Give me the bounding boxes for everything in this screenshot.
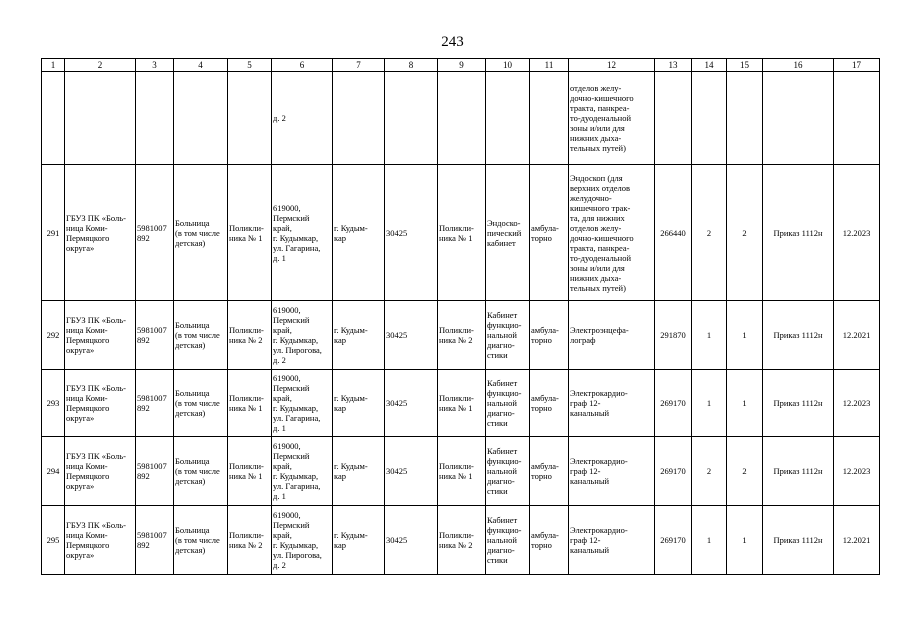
col-header: 15 bbox=[727, 59, 763, 72]
table-row bbox=[42, 301, 880, 370]
table-cell bbox=[530, 72, 569, 165]
unit-name: Поликли- ника № 1 bbox=[229, 222, 264, 243]
table-cell bbox=[834, 506, 880, 575]
table-cell bbox=[385, 72, 438, 165]
nkmi-code: 269170 bbox=[660, 535, 686, 545]
city: г. Кудым- кар bbox=[334, 222, 368, 243]
equipment-name: Эндоскоп (для верхних отделов желудочно- кишечного трак- та, для нижних отделов желу- дочно-кишечного тракта, панкреа- то-дуоденальной зоны и/или для нижних дыха- тельных путей) bbox=[570, 172, 634, 293]
organization-name: ГБУЗ ПК «Боль- ница Коми- Пермяцкого округа» bbox=[66, 520, 126, 560]
table-cell bbox=[228, 437, 272, 506]
table-cell bbox=[65, 506, 136, 575]
table-cell bbox=[530, 437, 569, 506]
row-number: 293 bbox=[46, 398, 60, 408]
care-mode: амбула- торно bbox=[531, 393, 559, 413]
department: Поликли- ника № 1 bbox=[439, 222, 474, 243]
care-mode: амбула- торно bbox=[531, 461, 559, 481]
nkmi-code: 291870 bbox=[660, 330, 686, 340]
table-cell bbox=[655, 72, 692, 165]
table-cell bbox=[272, 72, 333, 165]
table-cell bbox=[333, 370, 385, 437]
table-cell bbox=[834, 437, 880, 506]
nkmi-code: 269170 bbox=[660, 466, 686, 476]
due-date: 12.2021 bbox=[842, 330, 871, 340]
row-number: 292 bbox=[46, 330, 60, 340]
unit-name: Поликли- ника № 1 bbox=[229, 461, 264, 481]
table-cell bbox=[834, 301, 880, 370]
table-cell bbox=[65, 301, 136, 370]
table-cell bbox=[486, 370, 530, 437]
table-cell bbox=[763, 370, 834, 437]
table-cell bbox=[438, 301, 486, 370]
due-date: 12.2021 bbox=[842, 535, 871, 545]
order-reference: Приказ 1112н bbox=[773, 535, 823, 545]
table-cell bbox=[727, 437, 763, 506]
table-cell bbox=[655, 506, 692, 575]
header-row bbox=[42, 59, 880, 72]
continuation-row bbox=[42, 72, 880, 165]
organization-name: ГБУЗ ПК «Боль- ница Коми- Пермяцкого округа» bbox=[66, 315, 126, 355]
table-cell bbox=[385, 437, 438, 506]
table-row bbox=[42, 437, 880, 506]
col-header: 11 bbox=[530, 59, 569, 72]
organization-name: ГБУЗ ПК «Боль- ница Коми- Пермяцкого округа» bbox=[66, 383, 126, 423]
col-header: 13 bbox=[655, 59, 692, 72]
city: г. Кудым- кар bbox=[334, 325, 368, 345]
room-type: Кабинет функцио- нальной диагно- стики bbox=[487, 515, 522, 565]
table-cell bbox=[486, 301, 530, 370]
inn: 5981007 892 bbox=[137, 530, 167, 550]
table-cell bbox=[486, 437, 530, 506]
table-cell bbox=[727, 72, 763, 165]
table-cell bbox=[174, 437, 228, 506]
col-header: 12 bbox=[569, 59, 655, 72]
table-cell bbox=[438, 72, 486, 165]
inn: 5981007 892 bbox=[137, 461, 167, 481]
department: Поликли- ника № 1 bbox=[439, 393, 474, 413]
table-cell bbox=[727, 370, 763, 437]
table-cell bbox=[569, 506, 655, 575]
address: 619000, Пермский край, г. Кудымкар, ул. Гагарина, д. 1 bbox=[273, 373, 321, 433]
equipment-continuation: отделов желу- дочно-кишечного тракта, панкреа- то-дуоденальной зоны и/или для нижних дыха- тельных путей) bbox=[570, 83, 634, 153]
oktmo-code: 30425 bbox=[386, 535, 408, 545]
table-row bbox=[42, 165, 880, 301]
table-cell bbox=[228, 506, 272, 575]
col-header: 7 bbox=[333, 59, 385, 72]
table-cell bbox=[174, 72, 228, 165]
col-header: 8 bbox=[385, 59, 438, 72]
equipment-name: Электрокардио- граф 12- канальный bbox=[570, 525, 628, 555]
table-cell bbox=[655, 437, 692, 506]
order-reference: Приказ 1112н bbox=[773, 330, 823, 340]
quantity-required: 2 bbox=[706, 227, 712, 238]
table-cell bbox=[385, 370, 438, 437]
table-cell bbox=[42, 370, 65, 437]
table-cell bbox=[692, 506, 727, 575]
col-header: 10 bbox=[486, 59, 530, 72]
address: 619000, Пермский край, г. Кудымкар, ул. Пирогова, д. 2 bbox=[273, 510, 322, 570]
table-cell bbox=[655, 301, 692, 370]
city: г. Кудым- кар bbox=[334, 393, 368, 413]
facility-type: Больница (в том числе детская) bbox=[175, 320, 220, 350]
nkmi-code: 266440 bbox=[660, 227, 686, 238]
table-cell bbox=[272, 437, 333, 506]
row-number: 291 bbox=[46, 227, 60, 238]
inn: 5981007 892 bbox=[137, 325, 167, 345]
col-header: 6 bbox=[272, 59, 333, 72]
address: 619000, Пермский край, г. Кудымкар, ул. Пирогова, д. 2 bbox=[273, 305, 322, 365]
table-cell bbox=[438, 165, 486, 301]
table-cell bbox=[692, 72, 727, 165]
order-reference: Приказ 1112н bbox=[773, 466, 823, 476]
table-cell bbox=[763, 72, 834, 165]
table-cell bbox=[530, 370, 569, 437]
city: г. Кудым- кар bbox=[334, 530, 368, 550]
table-cell bbox=[136, 165, 174, 301]
table-cell bbox=[763, 506, 834, 575]
organization-name: ГБУЗ ПК «Боль- ница Коми- Пермяцкого округа» bbox=[66, 451, 126, 491]
department: Поликли- ника № 2 bbox=[439, 325, 474, 345]
table-cell bbox=[486, 506, 530, 575]
due-date: 12.2023 bbox=[842, 227, 871, 238]
table-cell bbox=[272, 506, 333, 575]
table-cell bbox=[727, 506, 763, 575]
inn: 5981007 892 bbox=[137, 393, 167, 413]
unit-name: Поликли- ника № 2 bbox=[229, 530, 264, 550]
table-cell bbox=[438, 506, 486, 575]
department: Поликли- ника № 1 bbox=[439, 461, 474, 481]
quantity-planned: 1 bbox=[742, 398, 747, 408]
oktmo-code: 30425 bbox=[386, 330, 408, 340]
table-cell bbox=[136, 437, 174, 506]
col-header: 2 bbox=[65, 59, 136, 72]
table-cell bbox=[42, 301, 65, 370]
due-date: 12.2023 bbox=[842, 466, 871, 476]
col-header: 5 bbox=[228, 59, 272, 72]
table-cell bbox=[385, 301, 438, 370]
table-cell bbox=[272, 165, 333, 301]
care-mode: амбула- торно bbox=[531, 325, 559, 345]
facility-type: Больница (в том числе детская) bbox=[175, 217, 220, 248]
equipment-name: Электрокардио- граф 12- канальный bbox=[570, 456, 628, 486]
table-cell bbox=[333, 506, 385, 575]
quantity-planned: 1 bbox=[742, 330, 747, 340]
table-cell bbox=[333, 165, 385, 301]
nkmi-code: 269170 bbox=[660, 398, 686, 408]
table-cell bbox=[385, 506, 438, 575]
table-cell bbox=[174, 506, 228, 575]
table-cell bbox=[834, 72, 880, 165]
table-cell bbox=[333, 72, 385, 165]
table-cell bbox=[569, 370, 655, 437]
city: г. Кудым- кар bbox=[334, 461, 368, 481]
table-cell bbox=[834, 370, 880, 437]
quantity-required: 1 bbox=[706, 535, 712, 545]
room-type: Кабинет функцио- нальной диагно- стики bbox=[487, 378, 522, 428]
row-number: 295 bbox=[46, 535, 60, 545]
equipment-name: Электрокардио- граф 12- канальный bbox=[570, 388, 628, 418]
table-cell bbox=[569, 437, 655, 506]
table-cell bbox=[174, 301, 228, 370]
table-cell bbox=[136, 370, 174, 437]
table-cell bbox=[530, 301, 569, 370]
table-cell bbox=[174, 370, 228, 437]
table-cell bbox=[136, 506, 174, 575]
quantity-required: 2 bbox=[706, 466, 712, 476]
table-row bbox=[42, 370, 880, 437]
table-cell bbox=[228, 165, 272, 301]
table-cell bbox=[65, 72, 136, 165]
table-cell bbox=[228, 72, 272, 165]
table-row bbox=[42, 506, 880, 575]
care-mode: амбула- торно bbox=[531, 530, 559, 550]
department: Поликли- ника № 2 bbox=[439, 530, 474, 550]
table-cell bbox=[763, 165, 834, 301]
address: 619000, Пермский край, г. Кудымкар, ул. Гагарина, д. 1 bbox=[273, 202, 321, 263]
row-number: 294 bbox=[46, 466, 60, 476]
table-cell bbox=[692, 437, 727, 506]
table-cell bbox=[569, 72, 655, 165]
page-number: 243 bbox=[441, 34, 464, 50]
table-cell bbox=[228, 301, 272, 370]
quantity-required: 1 bbox=[706, 330, 712, 340]
col-header: 1 bbox=[42, 59, 65, 72]
table-cell bbox=[486, 165, 530, 301]
table-cell bbox=[569, 301, 655, 370]
facility-type: Больница (в том числе детская) bbox=[175, 525, 220, 555]
col-header: 17 bbox=[834, 59, 880, 72]
table-cell bbox=[763, 301, 834, 370]
table-cell bbox=[655, 165, 692, 301]
table-cell bbox=[438, 437, 486, 506]
organization-name: ГБУЗ ПК «Боль- ница Коми- Пермяцкого округа» bbox=[66, 212, 126, 253]
table-cell bbox=[272, 370, 333, 437]
quantity-planned: 2 bbox=[742, 227, 747, 238]
order-reference: Приказ 1112н bbox=[773, 398, 823, 408]
table-cell bbox=[333, 437, 385, 506]
table-cell bbox=[174, 165, 228, 301]
quantity-planned: 1 bbox=[742, 535, 747, 545]
col-header: 14 bbox=[692, 59, 727, 72]
table-cell bbox=[228, 370, 272, 437]
table-cell bbox=[42, 165, 65, 301]
table-cell bbox=[272, 301, 333, 370]
table-cell bbox=[65, 165, 136, 301]
oktmo-code: 30425 bbox=[386, 398, 408, 408]
table-cell bbox=[333, 301, 385, 370]
room-type: Эндоско- пический кабинет bbox=[487, 217, 522, 248]
table-cell bbox=[136, 72, 174, 165]
table-cell bbox=[42, 72, 65, 165]
unit-name: Поликли- ника № 1 bbox=[229, 393, 264, 413]
quantity-planned: 2 bbox=[742, 466, 747, 476]
inn: 5981007 892 bbox=[137, 222, 167, 243]
table-cell bbox=[692, 370, 727, 437]
equipment-name: Электроэнцефа- лограф bbox=[570, 325, 629, 345]
table-cell bbox=[385, 165, 438, 301]
col-header: 3 bbox=[136, 59, 174, 72]
room-type: Кабинет функцио- нальной диагно- стики bbox=[487, 446, 522, 496]
room-type: Кабинет функцио- нальной диагно- стики bbox=[487, 310, 522, 360]
table-cell bbox=[692, 301, 727, 370]
table-cell bbox=[569, 165, 655, 301]
table-cell bbox=[65, 370, 136, 437]
oktmo-code: 30425 bbox=[386, 227, 408, 238]
address: 619000, Пермский край, г. Кудымкар, ул. Гагарина, д. 1 bbox=[273, 441, 321, 501]
oktmo-code: 30425 bbox=[386, 466, 408, 476]
col-header: 9 bbox=[438, 59, 486, 72]
equipment-table bbox=[41, 58, 880, 575]
col-header: 16 bbox=[763, 59, 834, 72]
due-date: 12.2023 bbox=[842, 398, 871, 408]
table-cell bbox=[692, 165, 727, 301]
table-cell bbox=[727, 165, 763, 301]
facility-type: Больница (в том числе детская) bbox=[175, 388, 220, 418]
table-cell bbox=[42, 506, 65, 575]
quantity-required: 1 bbox=[706, 398, 712, 408]
address-continuation: д. 2 bbox=[273, 113, 286, 123]
table-cell bbox=[42, 437, 65, 506]
unit-name: Поликли- ника № 2 bbox=[229, 325, 264, 345]
facility-type: Больница (в том числе детская) bbox=[175, 456, 220, 486]
table-cell bbox=[530, 506, 569, 575]
table-cell bbox=[655, 370, 692, 437]
care-mode: амбула- торно bbox=[531, 222, 559, 243]
col-header: 4 bbox=[174, 59, 228, 72]
table-cell bbox=[136, 301, 174, 370]
table-cell bbox=[486, 72, 530, 165]
table-cell bbox=[65, 437, 136, 506]
table-cell bbox=[438, 370, 486, 437]
order-reference: Приказ 1112н bbox=[773, 227, 823, 238]
table-cell bbox=[834, 165, 880, 301]
table-cell bbox=[727, 301, 763, 370]
table-cell bbox=[763, 437, 834, 506]
table-cell bbox=[530, 165, 569, 301]
